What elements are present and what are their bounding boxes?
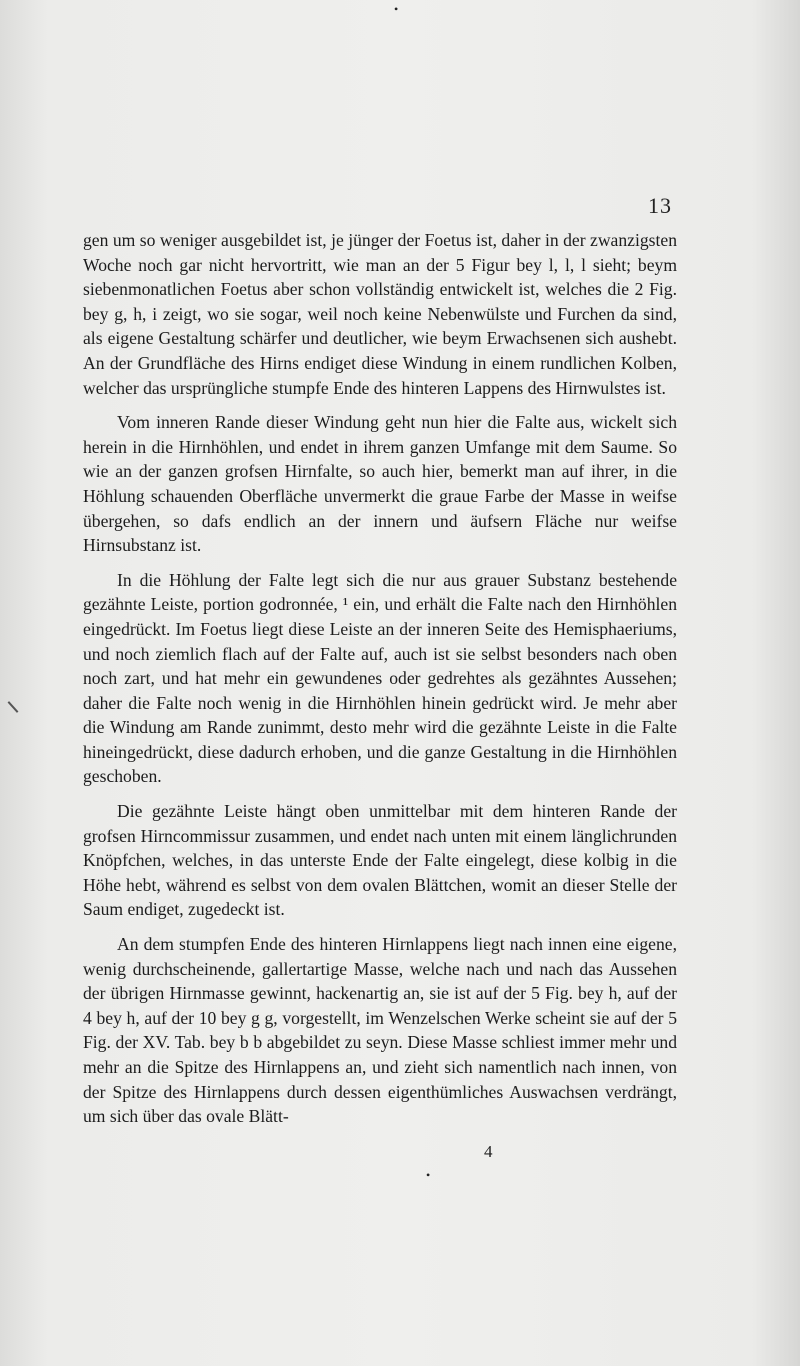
page-number: 13: [648, 193, 672, 218]
paragraph-knoepfchen: Die gezähnte Leiste hängt oben unmittelbar mit dem hinteren Rande der grofsen Hirncommissur zusammen, und endet nach unten mit einem länglichrunden Knöpfchen, welches, in das unterste Ende der Falte eingelegt, diese kolbig in die Höhe hebt, während es selbst von dem ovalen Blättchen, womit an dieser Stelle der Saum endiget, zugedeckt ist.: [83, 801, 677, 920]
bottom-printer-mark: •: [426, 1168, 431, 1182]
paragraph-continuation: gen um so weniger ausgebildet ist, je jünger der Foetus ist, daher in der zwanzigsten Woche noch gar nicht hervortritt, wie man an der 5 Figur bey l, l, l sieht; beym siebenmonatlichen Foetus aber schon vollständig entwickelt ist, welches die 2 Fig. bey g, h, i zeigt, wo sie sogar, weil noch keine Nebenwülste und Furchen da sind, als eigene Gestaltung schärfer und deutlicher, wie beym Erwachsenen sich aushebt. An der Grundfläche des Hirns endiget diese Windung in einem rundlichen Kolben, welcher das ursprüngliche stumpfe Ende des hinteren Lappens des Hirnwulstes ist.: [83, 230, 677, 398]
paragraph-leiste: In die Höhlung der Falte legt sich die nur aus grauer Substanz bestehende gezähnte Leiste, portion godronnée, ¹ ein, und erhält die Falte nach den Hirnhöhlen eingedrückt. Im Foetus liegt diese Leiste an der inneren Seite des Hemisphaeriums, und noch ziemlich flach auf der Falte auf, auch ist sie selbst besonders nach oben noch zart, und hat mehr ein gewundenes oder gedrehtes als gezähntes Aussehen; daher die Falte noch wenig in die Hirnhöhlen hinein gedrückt wird. Je mehr aber die Windung am Rande zunimmt, desto mehr wird die gezähnte Leiste in die Falte hineingedrückt, diese dadurch erhoben, und die ganze Gestaltung in die Hirnhöhlen geschoben.: [83, 569, 677, 787]
top-printer-mark: •: [394, 2, 399, 16]
signature-mark: 4: [484, 1142, 493, 1161]
paragraph-masse: An dem stumpfen Ende des hinteren Hirnlappens liegt nach innen eine eigene, wenig durchscheinende, gallertartige Masse, welche nach und nach das Aussehen der übrigen Hirnmasse gewinnt, hackenartig an, sie ist auf der 5 Fig. bey h, auf der 4 bey h, auf der 10 bey g g, vorgestellt, im Wenzelschen Werke scheint sie auf der 5 Fig. der XV. Tab. bey b b abgebildet zu seyn. Diese Masse schliest immer mehr und mehr an die Spitze des Hirnlappens an, und zieht sich namentlich nach innen, von der Spitze des Hirnlappens durch dessen eigenthümliches Auswachsen verdrängt, um sich über das ovale Blätt-: [83, 934, 677, 1127]
body-text: [83, 228, 677, 1139]
margin-mark: [8, 701, 19, 713]
paragraph-falte: Vom inneren Rande dieser Windung geht nun hier die Falte aus, wickelt sich herein in die Hirnhöhlen, und endet in ihrem ganzen Umfange mit dem Saume. So wie an der ganzen grofsen Hirnfalte, so auch hier, bemerkt man auf ihrer, in die Höhlung schauenden Oberfläche unvermerkt die graue Farbe der Masse in weifse übergehen, so dafs endlich an der innern und äufsern Fläche nur weifse Hirnsubstanz ist.: [83, 412, 677, 556]
